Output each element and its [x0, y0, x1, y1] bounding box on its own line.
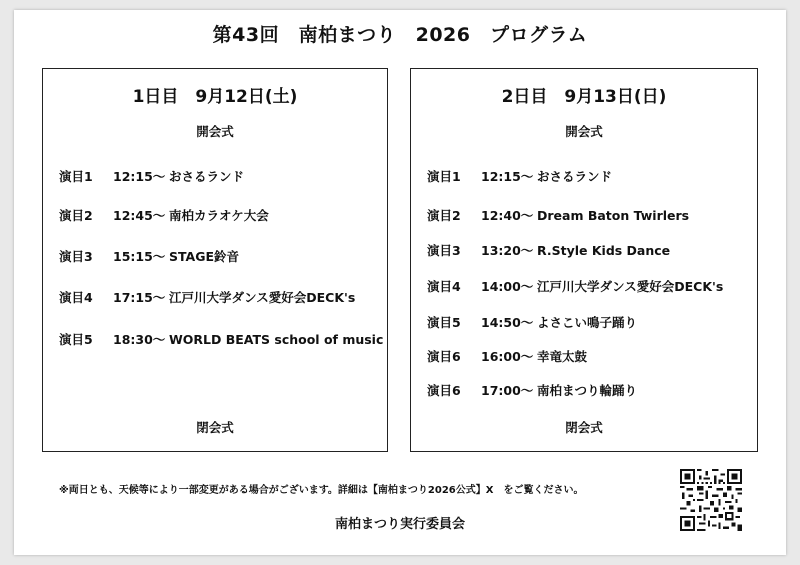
item-act: 南柏まつり輪踊り [537, 383, 638, 398]
page-title: 第43回 南柏まつり 2026 プログラム [212, 24, 588, 46]
day2-item-5 [427, 313, 637, 331]
day1-item-1 [59, 167, 244, 185]
item-act: おさるランド [169, 169, 245, 184]
day2-item-3 [427, 241, 670, 259]
item-time: 13:20〜 [481, 243, 534, 258]
item-time: 12:40〜 [481, 208, 534, 223]
item-time: 17:15〜 [113, 290, 166, 305]
item-act: おさるランド [537, 169, 613, 184]
day1-panel [42, 68, 388, 452]
item-time: 12:45〜 [113, 208, 166, 223]
item-act: WORLD BEATS school of music [169, 332, 384, 347]
day1-item-4 [59, 288, 355, 306]
item-time: 14:50〜 [481, 315, 534, 330]
item-number: 演目4 [59, 290, 93, 305]
day1-item-2 [59, 206, 269, 224]
day2-panel [410, 68, 758, 452]
item-act: Dream Baton Twirlers [537, 208, 690, 223]
item-number: 演目1 [59, 169, 93, 184]
item-number: 演目2 [59, 208, 93, 223]
item-number: 演目1 [427, 169, 461, 184]
item-number: 演目3 [59, 249, 93, 264]
item-act: 南柏カラオケ大会 [169, 208, 269, 223]
item-time: 12:15〜 [481, 169, 534, 184]
day2-item-4 [427, 277, 723, 295]
item-time: 16:00〜 [481, 349, 534, 364]
item-act: R.Style Kids Dance [537, 243, 671, 258]
day2-closing-ceremony: 閉会式 [565, 420, 603, 435]
item-number: 演目4 [427, 279, 461, 294]
item-time: 15:15〜 [113, 249, 166, 264]
item-number: 演目3 [427, 243, 461, 258]
item-number: 演目6 [427, 349, 461, 364]
item-number: 演目6 [427, 383, 461, 398]
item-time: 12:15〜 [113, 169, 166, 184]
day1-title: 1日目 9月12日(土) [132, 87, 298, 107]
weather-note: ※両日とも、天候等により一部変更がある場合がございます。詳細は【南柏まつり2026公式】X をご覧ください。 [59, 485, 584, 496]
qr-code-icon[interactable] [680, 469, 742, 531]
item-act: STAGE鈴音 [169, 249, 240, 264]
item-number: 演目5 [427, 315, 461, 330]
day2-title: 2日目 9月13日(日) [501, 87, 667, 107]
day1-closing-ceremony: 閉会式 [196, 420, 234, 435]
day2-item-7 [427, 381, 637, 399]
item-act: 江戸川大学ダンス愛好会DECK's [537, 279, 724, 294]
item-number: 演目5 [59, 332, 93, 347]
day2-item-2 [427, 206, 689, 224]
day1-item-3 [59, 247, 239, 265]
item-act: 江戸川大学ダンス愛好会DECK's [169, 290, 356, 305]
item-time: 18:30〜 [113, 332, 166, 347]
day1-opening-ceremony: 開会式 [196, 124, 234, 139]
day2-item-6 [427, 347, 587, 365]
item-number: 演目2 [427, 208, 461, 223]
item-act: よさこい鳴子踊り [537, 315, 638, 330]
day1-item-5 [59, 330, 383, 348]
organizer: 南柏まつり実行委員会 [334, 517, 465, 532]
day2-item-1 [427, 167, 612, 185]
item-time: 14:00〜 [481, 279, 534, 294]
item-act: 幸竜太鼓 [537, 349, 588, 364]
item-time: 17:00〜 [481, 383, 534, 398]
day2-opening-ceremony: 開会式 [565, 124, 603, 139]
